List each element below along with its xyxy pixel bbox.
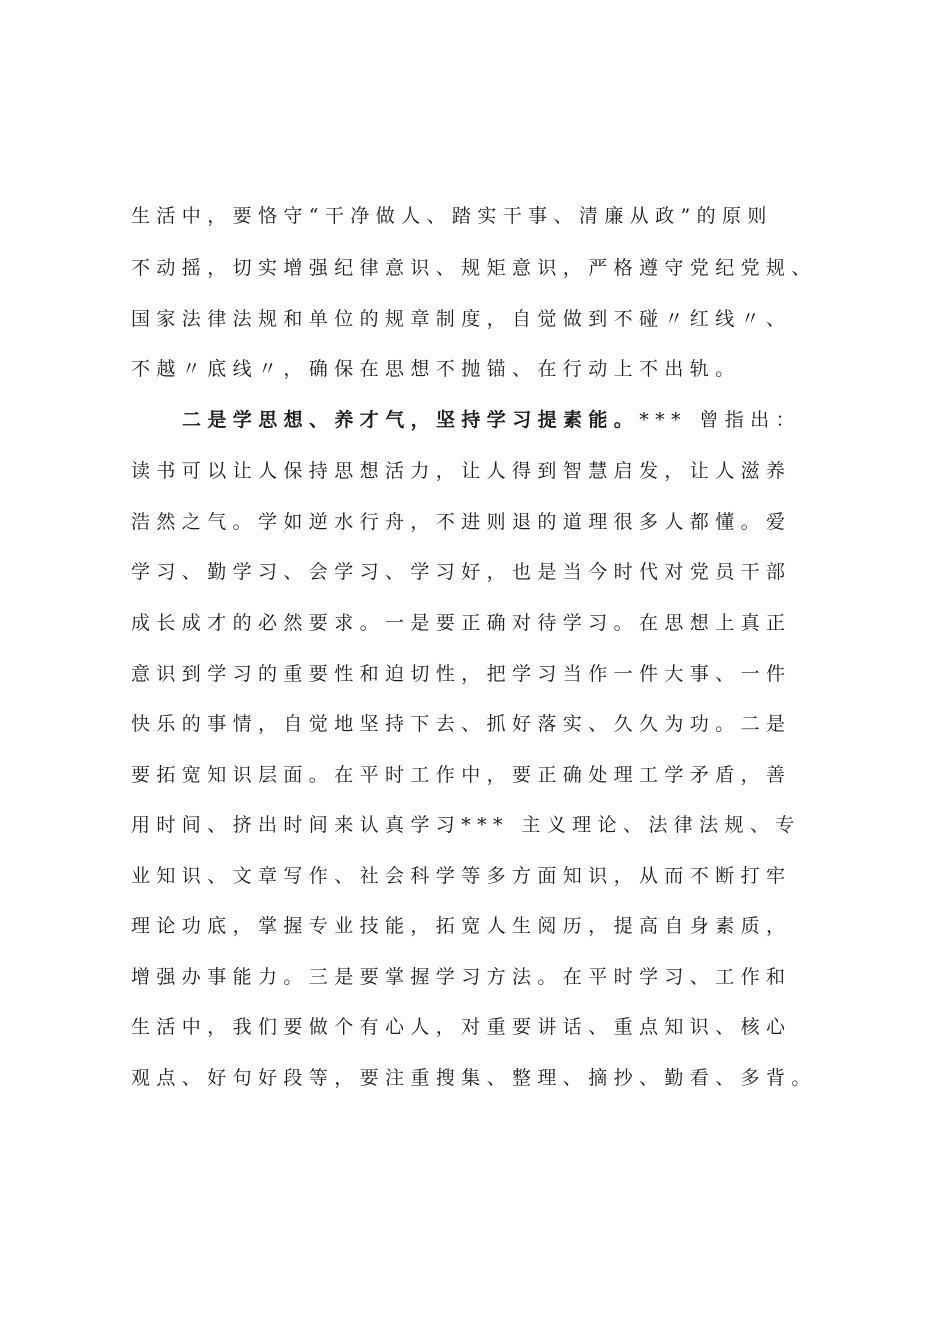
paragraph-2-line-2: 读书可以让人保持思想活力，让人得到智慧启发，让人滋养 bbox=[131, 460, 792, 482]
paragraph-2-first-line bbox=[182, 405, 842, 435]
paragraph-2-first-line-rest: *** 曾指出： bbox=[639, 409, 801, 431]
paragraph-2-line-12: 增强办事能力。三是要掌握学习方法。在平时学习、工作和 bbox=[131, 966, 792, 988]
paragraph-2-line-5: 成长成才的必然要求。一是要正确对待学习。在思想上真正 bbox=[131, 612, 792, 634]
paragraph-1-line-2: 不动摇，切实增强纪律意识、规矩意识，严格遵守党纪党规、 bbox=[131, 257, 817, 279]
paragraph-2-line-13: 生活中，我们要做个有心人，对重要讲话、重点知识、核心 bbox=[131, 1016, 792, 1038]
paragraph-1-line-4: 不越〃底线〃，确保在思想不抛锚、在行动上不出轨。 bbox=[131, 358, 741, 380]
paragraph-2-line-4: 学习、勤学习、会学习、学习好，也是当今时代对党员干部 bbox=[131, 561, 792, 583]
paragraph-2-line-10: 业知识、文章写作、社会科学等多方面知识，从而不断打牢 bbox=[131, 865, 792, 887]
paragraph-2-line-9: 用时间、挤出时间来认真学习*** 主义理论、法律法规、专 bbox=[131, 814, 801, 836]
paragraph-2-line-8: 要拓宽知识层面。在平时工作中，要正确处理工学矛盾，善 bbox=[131, 764, 792, 786]
paragraph-2-line-14: 观点、好句好段等，要注重搜集、整理、摘抄、勤看、多背。 bbox=[131, 1067, 817, 1089]
paragraph-2-line-6: 意识到学习的重要性和迫切性，把学习当作一件大事、一件 bbox=[131, 663, 792, 685]
paragraph-1-line-3: 国家法律法规和单位的规章制度，自觉做到不碰〃红线〃、 bbox=[131, 308, 792, 330]
paragraph-2-heading: 二是学思想、养才气，坚持学习提素能。 bbox=[182, 409, 640, 431]
paragraph-1-line-1: 生活中，要恪守“干净做人、踏实干事、清廉从政”的原则 bbox=[131, 205, 773, 227]
paragraph-2-line-3: 浩然之气。学如逆水行舟，不进则退的道理很多人都懂。爱 bbox=[131, 511, 792, 533]
paragraph-2-line-7: 快乐的事情，自觉地坚持下去、抓好落实、久久为功。二是 bbox=[131, 713, 792, 735]
paragraph-2-line-11: 理论功底，掌握专业技能，拓宽人生阅历，提高自身素质， bbox=[131, 915, 792, 937]
